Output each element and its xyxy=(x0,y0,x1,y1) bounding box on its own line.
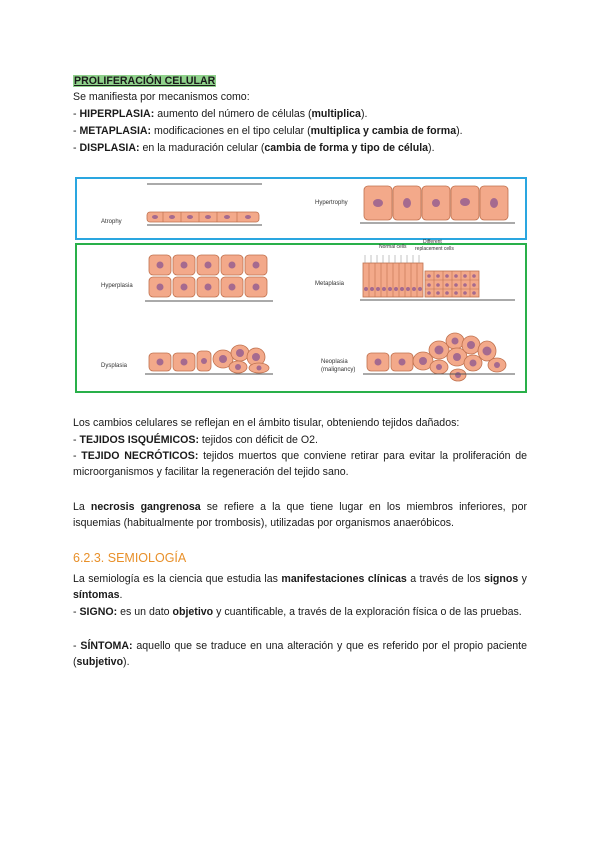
tissue-intro: Los cambios celulares se reflejan en el ámbito tisular, obteniendo tejidos dañados: xyxy=(73,417,460,429)
necrosis-paragraph: La necrosis gangrenosa se refiere a la que tiene lugar en los miembros inferiores, por isquemias (habitualmente por trombosis), utilizadas por organismos anaeróbicos. xyxy=(73,501,527,530)
atrophy-cells xyxy=(147,212,259,222)
label-metaplasia: Metaplasia xyxy=(315,281,345,287)
mechanism-metaplasia: - METAPLASIA: modificaciones en el tipo celular (multiplica y cambia de forma). xyxy=(73,125,463,137)
metaplasia-squamous-cells xyxy=(425,271,479,297)
label-replacement-cells: replacement cells xyxy=(415,246,454,252)
figure-panel-hyperplasia-metaplasia-dysplasia-neoplasia xyxy=(75,239,527,393)
intro-text: Se manifiesta por mecanismos como: xyxy=(73,91,250,103)
hyperplasia-cells xyxy=(149,255,267,297)
metaplasia-columnar-cells xyxy=(363,255,423,297)
label-dysplasia: Dysplasia xyxy=(101,363,128,369)
label-neoplasia: Neoplasia xyxy=(321,359,348,365)
label-different: Different xyxy=(423,239,442,245)
tejido-necroticos: - TEJIDO NECRÓTICOS: tejidos muertos que conviene retirar para evitar la proliferación de microorganismos y facilitar la regeneración del tejido sano. xyxy=(73,450,527,479)
tissue-changes-illustration xyxy=(77,239,525,391)
semiology-definition: La semiología es la ciencia que estudia las manifestaciones clínicas a través de los signos y síntomas. xyxy=(73,573,527,602)
mechanism-displasia: - DISPLASIA: en la maduración celular (cambia de forma y tipo de célula). xyxy=(73,142,435,154)
label-normal-cells: Normal cells xyxy=(379,244,407,250)
section-heading: PROLIFERACIÓN CELULAR xyxy=(74,75,216,87)
dysplasia-cells xyxy=(149,345,269,373)
heading-line xyxy=(73,73,527,89)
signo-definition: - SIGNO: es un dato objetivo y cuantificable, a través de la exploración física o de las pruebas. xyxy=(73,606,522,618)
hypertrophy-cells xyxy=(364,186,508,220)
mechanism-hiperplasia: - HIPERPLASIA: aumento del número de células (multiplica). xyxy=(73,108,368,120)
tejidos-isquemicos: - TEJIDOS ISQUÉMICOS: tejidos con déficit de O2. xyxy=(73,434,318,446)
label-atrophy: Atrophy xyxy=(101,219,122,225)
atrophy-hypertrophy-illustration xyxy=(77,179,525,238)
figure-panel-atrophy-hypertrophy xyxy=(75,177,527,240)
label-hyperplasia: Hyperplasia xyxy=(101,283,133,289)
sintoma-definition: - SÍNTOMA: aquello que se traduce en una alteración y que es referido por el propio paciente (subjetivo). xyxy=(73,640,527,669)
label-hypertrophy: Hypertrophy xyxy=(315,200,348,206)
section-title-semiologia: 6.2.3. SEMIOLOGÍA xyxy=(73,551,187,565)
label-malignancy: (malignancy) xyxy=(321,367,356,373)
